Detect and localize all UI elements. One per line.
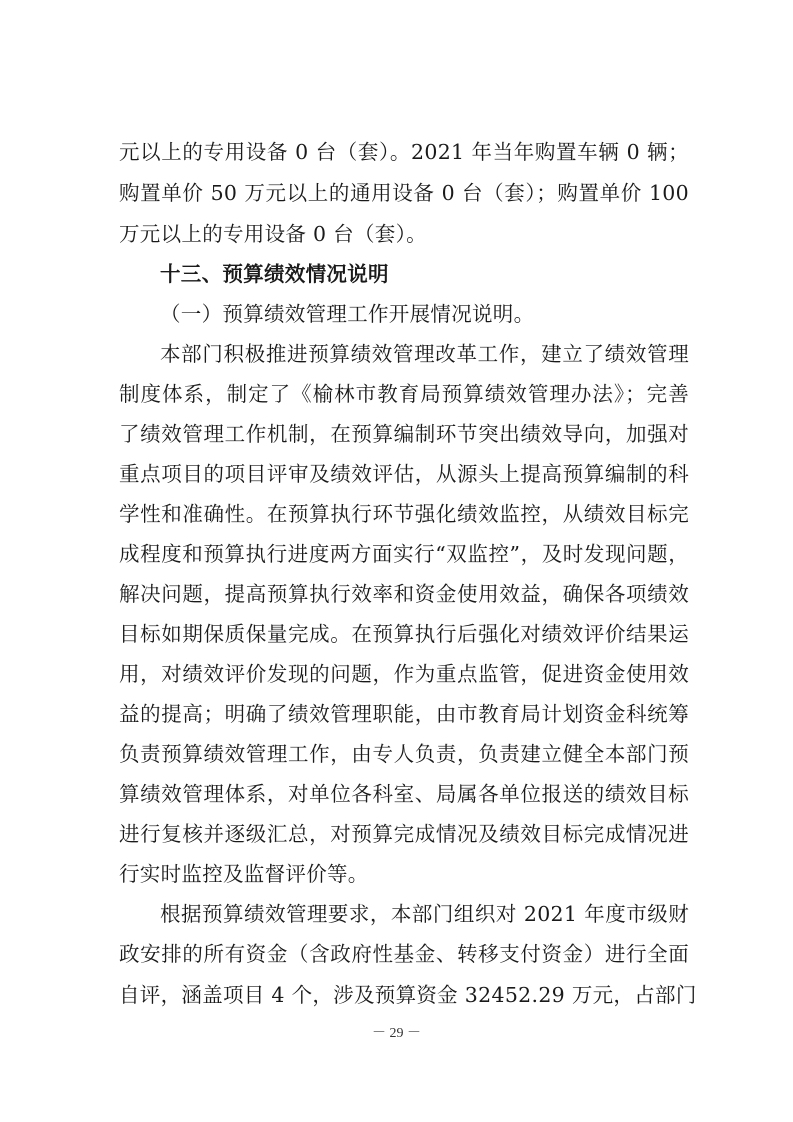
- text-line: 重点项目的项目评审及绩效评估，从源头上提高预算编制的科: [119, 462, 689, 486]
- text-line: 本部门积极推进预算绩效管理改革工作，建立了绩效管理: [160, 342, 689, 366]
- page-number: － 29 －: [372, 1026, 421, 1041]
- section-heading: 十三、预算绩效情况说明: [160, 262, 389, 286]
- text-line: 元以上的专用设备 0 台（套）。2021 年当年购置车辆 0 辆；: [119, 140, 689, 164]
- text-line: 自评，涵盖项目 4 个，涉及预算资金 32452.29 万元，占部门: [119, 983, 697, 1007]
- text-line: 行实时监控及监督评价等。: [119, 862, 369, 886]
- text-line: 负责预算绩效管理工作，由专人负责，负责建立健全本部门预: [119, 742, 689, 766]
- text-line: （一）预算绩效管理工作开展情况说明。: [160, 302, 535, 326]
- text-line: 购置单价 50 万元以上的通用设备 0 台（套）；购置单价 100: [119, 181, 689, 205]
- text-line: 成程度和预算执行进度两方面实行“双监控”，及时发现问题，: [119, 542, 689, 566]
- text-line: 益的提高；明确了绩效管理职能，由市教育局计划资金科统筹: [119, 702, 689, 726]
- text-line: 目标如期保质保量完成。在预算执行后强化对绩效评价结果运: [119, 622, 689, 646]
- text-line: 制度体系，制定了《榆林市教育局预算绩效管理办法》；完善: [119, 382, 689, 406]
- text-line: 算绩效管理体系，对单位各科室、局属各单位报送的绩效目标: [119, 782, 689, 806]
- text-line: 万元以上的专用设备 0 台（套）。: [119, 222, 427, 246]
- text-line: 解决问题，提高预算执行效率和资金使用效益，确保各项绩效: [119, 582, 689, 606]
- text-line: 根据预算绩效管理要求，本部门组织对 2021 年度市级财: [160, 902, 689, 926]
- text-line: 学性和准确性。在预算执行环节强化绩效监控，从绩效目标完: [119, 502, 689, 526]
- text-line: 了绩效管理工作机制，在预算编制环节突出绩效导向，加强对: [119, 422, 689, 446]
- text-line: 政安排的所有资金（含政府性基金、转移支付资金）进行全面: [119, 942, 689, 966]
- text-line: 用，对绩效评价发现的问题，作为重点监管，促进资金使用效: [119, 662, 689, 686]
- text-line: 进行复核并逐级汇总，对预算完成情况及绩效目标完成情况进: [119, 822, 689, 846]
